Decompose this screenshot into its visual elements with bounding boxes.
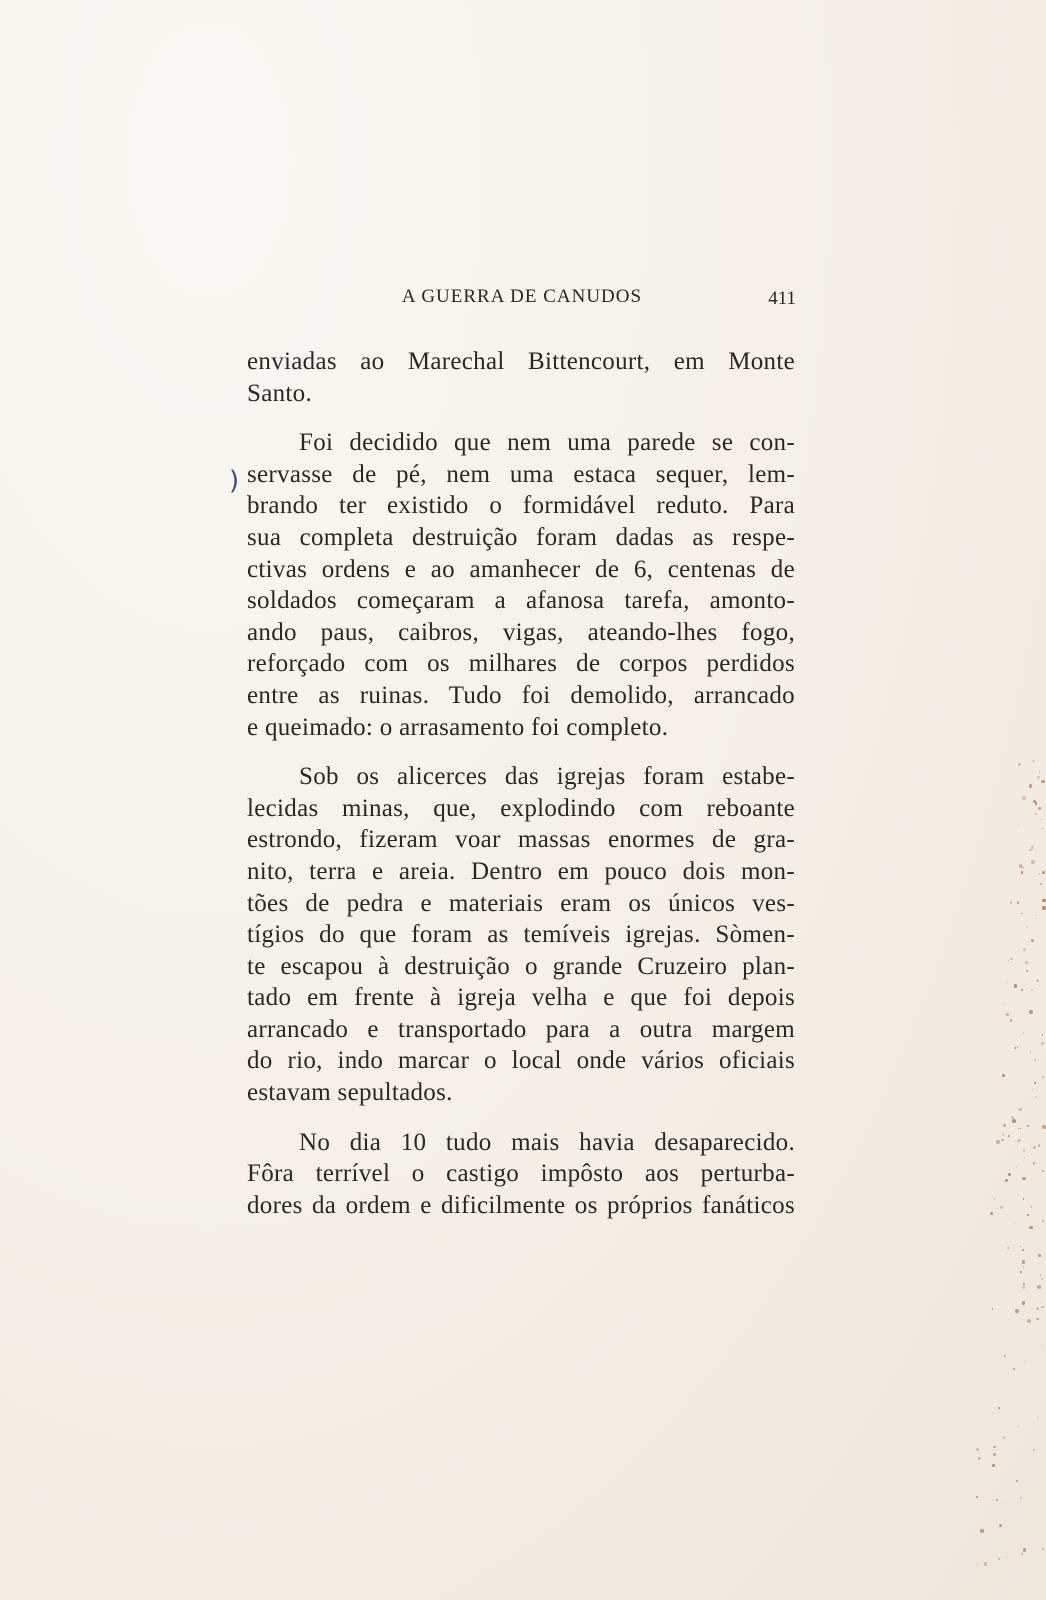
foxing-speck: [1029, 1010, 1033, 1014]
foxing-speck: [1025, 961, 1028, 964]
text-line: estrondo, fizeram voar massas enormes de gra-: [247, 826, 795, 854]
foxing-speck: [1027, 1319, 1030, 1322]
foxing-speck: [1022, 796, 1026, 800]
text-line: brando ter existido o formidável reduto. Para: [247, 492, 795, 520]
foxing-speck: [1013, 1368, 1015, 1370]
margin-pen-mark: ): [229, 466, 240, 496]
foxing-speck: [1036, 1307, 1039, 1310]
foxing-speck: [1015, 1309, 1019, 1313]
body-text: [247, 346, 795, 1239]
foxing-speck: [1022, 1286, 1026, 1290]
foxing-speck: [1006, 1013, 1009, 1016]
foxing-speck: [1006, 981, 1007, 982]
foxing-speck: [1020, 1497, 1022, 1499]
foxing-speck: [1003, 1004, 1004, 1005]
foxing-speck: [999, 1524, 1002, 1527]
foxing-speck: [1021, 871, 1024, 874]
foxing-speck: [980, 1529, 983, 1532]
text-line: nito, terra e areia. Dentro em pouco dois mon-: [247, 857, 795, 885]
foxing-speck: [1023, 1032, 1024, 1033]
foxing-speck: [1006, 1556, 1007, 1557]
foxing-speck: [1010, 1019, 1012, 1021]
foxing-speck: [1023, 1149, 1025, 1151]
text-line: servasse de pé, nem uma estaca sequer, lem-: [247, 460, 795, 488]
foxing-speck: [1032, 1090, 1033, 1091]
foxing-speck: [1014, 1222, 1015, 1223]
foxing-speck: [1033, 1146, 1036, 1149]
foxing-speck: [1037, 1416, 1038, 1417]
foxing-speck: [1008, 1135, 1010, 1137]
text-line: Sob os alicerces das igrejas foram estabe-: [299, 763, 795, 791]
paragraph: [247, 427, 795, 743]
foxing-speck: [1030, 1052, 1031, 1053]
text-line: arrancado e transportado para a outra margem: [247, 1015, 795, 1043]
foxing-speck: [1022, 1249, 1024, 1251]
foxing-speck: [1022, 1177, 1026, 1181]
foxing-speck: [1022, 1301, 1025, 1304]
foxing-speck: [1005, 1179, 1008, 1182]
foxing-speck: [1019, 1108, 1022, 1111]
foxing-speck: [1023, 1198, 1024, 1199]
foxing-speck: [1021, 1553, 1023, 1555]
text-line: sua completa destruição foram dadas as respe-: [247, 523, 795, 551]
foxing-speck: [1023, 1266, 1024, 1267]
foxing-speck: [1023, 1283, 1025, 1285]
paragraph: [247, 1127, 795, 1222]
foxing-speck: [1008, 1173, 1011, 1176]
foxing-speck: [996, 1140, 1000, 1144]
foxing-speck: [1004, 1355, 1006, 1357]
foxing-speck: [1042, 1548, 1044, 1550]
foxing-speck: [1042, 899, 1046, 903]
running-head: [248, 286, 796, 316]
text-line: e queimado: o arrasamento foi completo.: [247, 713, 669, 741]
foxing-speck: [1016, 1480, 1018, 1482]
foxing-speck: [1012, 1119, 1016, 1123]
running-title: A GUERRA DE CANUDOS: [401, 286, 643, 307]
foxing-speck: [1041, 819, 1042, 820]
foxing-speck: [1029, 849, 1031, 851]
foxing-speck: [1037, 776, 1040, 779]
foxing-speck: [1032, 760, 1034, 762]
text-line: tões de pedra e materiais eram os únicos ves-: [247, 889, 795, 917]
foxing-speck: [978, 1457, 980, 1459]
foxing-speck: [1001, 1139, 1004, 1142]
foxing-speck: [1016, 1167, 1017, 1168]
text-line: entre as ruinas. Tudo foi demolido, arrancado: [247, 681, 795, 709]
text-line: Fôra terrível o castigo impôsto aos perturba-: [247, 1160, 795, 1188]
foxing-speck: [1002, 1133, 1004, 1135]
foxing-speck: [1041, 1042, 1044, 1045]
foxing-speck: [1042, 871, 1045, 874]
foxing-speck: [1021, 989, 1022, 990]
foxing-speck: [1017, 901, 1020, 904]
foxing-speck: [990, 1212, 993, 1215]
foxing-speck: [1022, 1260, 1025, 1263]
foxing-speck: [993, 1446, 996, 1449]
foxing-speck: [1003, 1436, 1006, 1439]
foxing-speck: [1020, 1271, 1022, 1273]
text-line: te escapou à destruição o grande Cruzeiro plan-: [247, 952, 795, 980]
foxing-speck: [1027, 1214, 1028, 1215]
foxing-speck: [1038, 1254, 1041, 1257]
foxing-speck: [1023, 1548, 1027, 1552]
foxing-speck: [1004, 1502, 1005, 1503]
foxing-speck: [998, 1407, 1000, 1409]
text-line: ando paus, caibros, vigas, ateando-lhes fogo,: [247, 618, 795, 646]
foxing-speck: [1018, 824, 1019, 825]
foxing-speck: [1042, 1125, 1046, 1129]
foxing-speck: [1040, 1274, 1041, 1275]
foxing-speck: [1041, 1306, 1043, 1308]
text-line: enviadas ao Marechal Bittencourt, em Monte: [247, 348, 795, 375]
text-line: No dia 10 tudo mais havia desaparecido.: [299, 1128, 795, 1156]
foxing-speck: [1017, 1046, 1018, 1047]
foxing-speck: [1030, 1206, 1032, 1208]
foxing-speck: [1036, 979, 1039, 982]
page-number: 411: [768, 288, 796, 309]
foxing-speck: [1035, 1096, 1037, 1098]
foxing-speck: [1007, 1247, 1009, 1249]
foxing-speck: [1031, 846, 1034, 849]
foxing-speck: [1027, 1125, 1030, 1128]
text-line: ctivas ordens e ao amanhecer de 6, centenas de: [247, 555, 795, 583]
foxing-speck: [1037, 1285, 1041, 1289]
foxing-speck: [1026, 926, 1028, 928]
foxing-speck: [1021, 866, 1025, 870]
text-line: dores da ordem e dificilmente os próprios fanáticos: [247, 1191, 795, 1219]
foxing-stains: [956, 760, 1046, 1600]
foxing-speck: [976, 1564, 978, 1566]
foxing-speck: [1020, 1128, 1021, 1129]
text-line: estavam sepultados.: [247, 1079, 453, 1107]
foxing-speck: [992, 1464, 995, 1467]
paragraph: [247, 761, 795, 1109]
foxing-speck: [1023, 948, 1026, 951]
text-line: reforçado com os milhares de corpos perdidos: [247, 650, 795, 678]
foxing-speck: [1018, 763, 1021, 766]
foxing-speck: [1033, 1449, 1035, 1451]
foxing-speck: [1041, 828, 1042, 829]
foxing-speck: [1024, 1157, 1025, 1158]
text-line: Foi decidido que nem uma parede se con-: [299, 429, 795, 457]
foxing-speck: [1039, 771, 1040, 772]
foxing-speck: [984, 1562, 988, 1566]
foxing-speck: [1041, 1278, 1043, 1280]
foxing-speck: [1040, 883, 1042, 885]
foxing-speck: [1034, 1059, 1036, 1061]
foxing-speck: [1014, 984, 1018, 988]
foxing-speck: [1035, 854, 1036, 855]
text-line: lecidas minas, que, explodindo com reboante: [247, 794, 795, 822]
foxing-speck: [1021, 913, 1023, 915]
foxing-speck: [1042, 1034, 1043, 1035]
foxing-speck: [1029, 1226, 1032, 1229]
foxing-speck: [1035, 915, 1036, 916]
foxing-speck: [1025, 1362, 1026, 1363]
foxing-speck: [1042, 906, 1046, 910]
foxing-speck: [1038, 1144, 1040, 1146]
foxing-speck: [1035, 813, 1037, 815]
text-line: do rio, indo marcar o local onde vários oficiais: [247, 1047, 795, 1075]
foxing-speck: [1031, 939, 1034, 942]
foxing-speck: [1008, 960, 1010, 962]
foxing-speck: [1018, 1128, 1019, 1129]
foxing-speck: [1031, 860, 1035, 864]
foxing-speck: [1017, 1139, 1021, 1143]
text-line: tígios do que foram as temíveis igrejas. Sòmen-: [247, 921, 795, 949]
foxing-speck: [1042, 1076, 1045, 1079]
foxing-speck: [1029, 784, 1032, 787]
foxing-speck: [1003, 1124, 1005, 1126]
foxing-speck: [1020, 1246, 1021, 1247]
foxing-speck: [1034, 1082, 1036, 1084]
foxing-speck: [1042, 1220, 1044, 1222]
foxing-speck: [993, 1453, 996, 1456]
foxing-speck: [1042, 1345, 1043, 1346]
foxing-speck: [1038, 807, 1040, 809]
foxing-speck: [1010, 901, 1012, 903]
foxing-speck: [992, 1308, 994, 1310]
foxing-speck: [1026, 970, 1027, 971]
foxing-speck: [1038, 873, 1040, 875]
foxing-speck: [996, 1499, 998, 1501]
foxing-speck: [1031, 989, 1033, 991]
foxing-speck: [994, 1198, 995, 1199]
foxing-speck: [1017, 1426, 1018, 1427]
text-line: soldados começaram a afanosa tarefa, amonto-: [247, 587, 795, 615]
foxing-speck: [1041, 780, 1044, 783]
foxing-speck: [1036, 1318, 1039, 1321]
foxing-speck: [976, 1448, 979, 1451]
paragraph: [247, 346, 795, 409]
foxing-speck: [1010, 958, 1012, 960]
foxing-speck: [1000, 1206, 1004, 1210]
foxing-speck: [1033, 1162, 1035, 1164]
foxing-speck: [1042, 1303, 1043, 1304]
foxing-speck: [1042, 1170, 1044, 1172]
foxing-speck: [998, 1558, 1000, 1560]
text-line: tado em frente à igreja velha e que foi depois: [247, 984, 795, 1012]
text-line: Santo.: [247, 379, 312, 407]
foxing-speck: [1014, 1047, 1017, 1050]
foxing-speck: [976, 1496, 978, 1498]
foxing-speck: [1002, 1074, 1005, 1077]
